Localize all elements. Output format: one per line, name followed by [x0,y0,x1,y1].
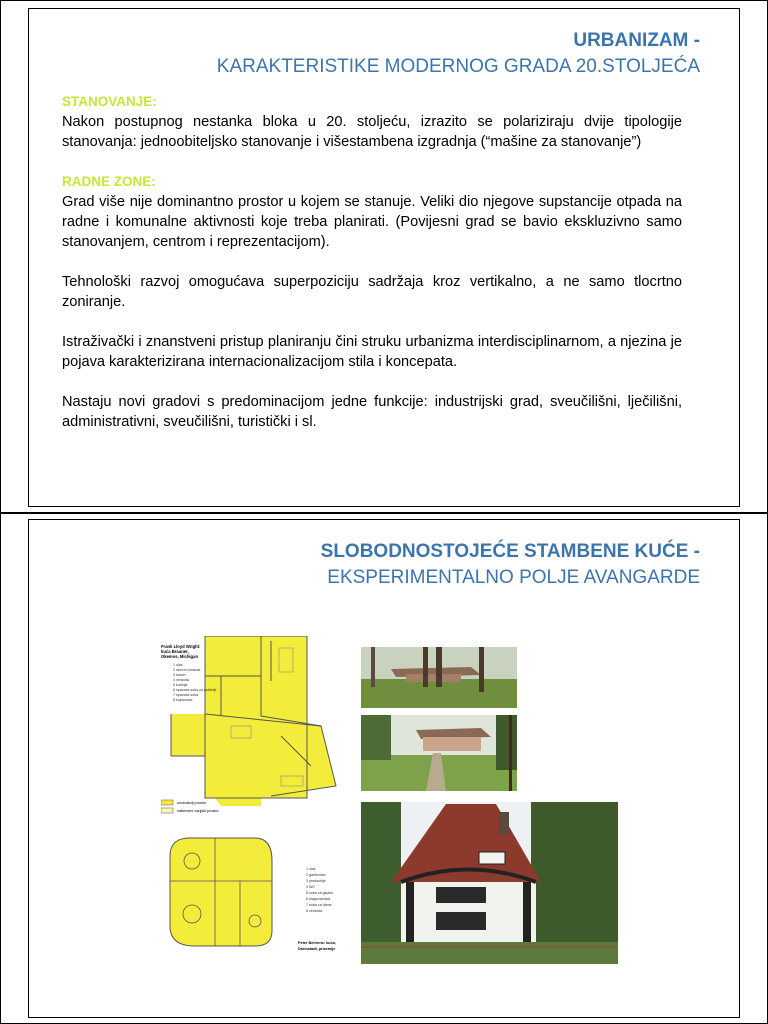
photo-house-path [361,715,517,791]
plan1-legend-item: 4 veranda [173,678,189,682]
plan1-legend-item: 2 dnevni boravak [173,668,201,672]
plan2-legend-item: 4 WC [306,885,315,889]
plan2-legend-item: 3 predsoblje [306,879,326,883]
plan1-legend-item: 8 kupaonica [173,698,193,702]
plan2-caption-line: Darmstadt, prizemlje [298,947,336,951]
plan1-legend-item: 5 kuhinja [173,683,188,687]
photo-behrens-house [361,802,618,964]
plan1-key-outside: natkriveni vanjski prostor [177,809,219,813]
plan1-caption-line: Okemos, Michigan [161,654,198,659]
slide1-body [62,92,682,452]
paragraph-tehnoloski [62,272,682,312]
plan2-legend-item: 7 soba za dame [306,903,332,907]
slide2-subtitle: EKSPERIMENTALNO POLJE AVANGARDE [327,567,700,588]
slide1-subtitle: KARAKTERISTIKE MODERNOG GRADA 20.STOLJEĆA [216,56,700,77]
plan1-legend-item: 1 ulaz [173,663,183,667]
floor-plan-behrens [160,826,350,956]
section-text: Grad više nije dominantno prostor u kojem se stanuje. Veliki dio njegove supstancije otpada na radne i komunalne aktivnosti koje treba planirati. (Povijesni grad se bavio ekskluzivno samo stanovanjem, centrom i reprezentacijom). [62,194,682,250]
plan1-caption-line: kuća Brauner, [161,649,189,654]
section-heading: STANOVANJE: [62,94,157,109]
plan1-key-inside: unutrašnji prostor [177,801,207,805]
section-radne-zone [62,172,682,252]
plan1-legend-item: 6 spavaća soba za roditelje [173,688,217,692]
plan2-legend-item: 1 ulaz [306,867,316,871]
section-text: Nastaju novi gradovi s predominacijom jedne funkcije: industrijski grad, sveučilišni, lječilišni, administrativni, sveučilišni, turistički i sl. [62,394,682,430]
paragraph-istrazivacki [62,332,682,372]
floor-plan-wright [161,636,351,822]
plan2-legend-item: 5 soba za glazbu [306,891,334,895]
plan2-caption-line: Peter Behrens: kuća, [298,941,336,945]
plan1-legend-item: 7 spavaća soba [173,693,199,697]
slide2-title: SLOBODNOSTOJEĆE STAMBENE KUĆE - [320,541,700,562]
section-heading: RADNE ZONE: [62,174,156,189]
paragraph-novi-gradovi [62,392,682,432]
section-stanovanje [62,92,682,152]
plan2-legend-item: 6 blagovaonica [306,897,331,901]
plan1-caption-line: Frank Lloyd Wright: [161,644,201,649]
plan2-legend-item: 8 veranda [306,909,322,913]
section-text: Tehnološki razvoj omogućava superpoziciju sadržaja kroz vertikalno, a ne samo tlocrtno zoniranje. [62,274,682,310]
plan1-legend-item: 3 kamin [173,673,186,677]
photo-house-forest [361,647,517,708]
section-text: Nakon postupnog nestanka bloka u 20. stoljeću, izrazito se polariziraju dvije tipologije stanovanja: jednoobiteljsko stanovanje i višestambena izgradnja (“mašine za stanovanje”) [62,114,682,150]
section-text: Istraživački i znanstveni pristup planiranju čini struku urbanizma interdisciplinarnom, a njezina je pojava karakterizirana internacionalizacijom stila i koncepata. [62,334,682,370]
plan2-legend-item: 2 garderoba [306,873,326,877]
slide1-title: URBANIZAM - [573,30,700,51]
